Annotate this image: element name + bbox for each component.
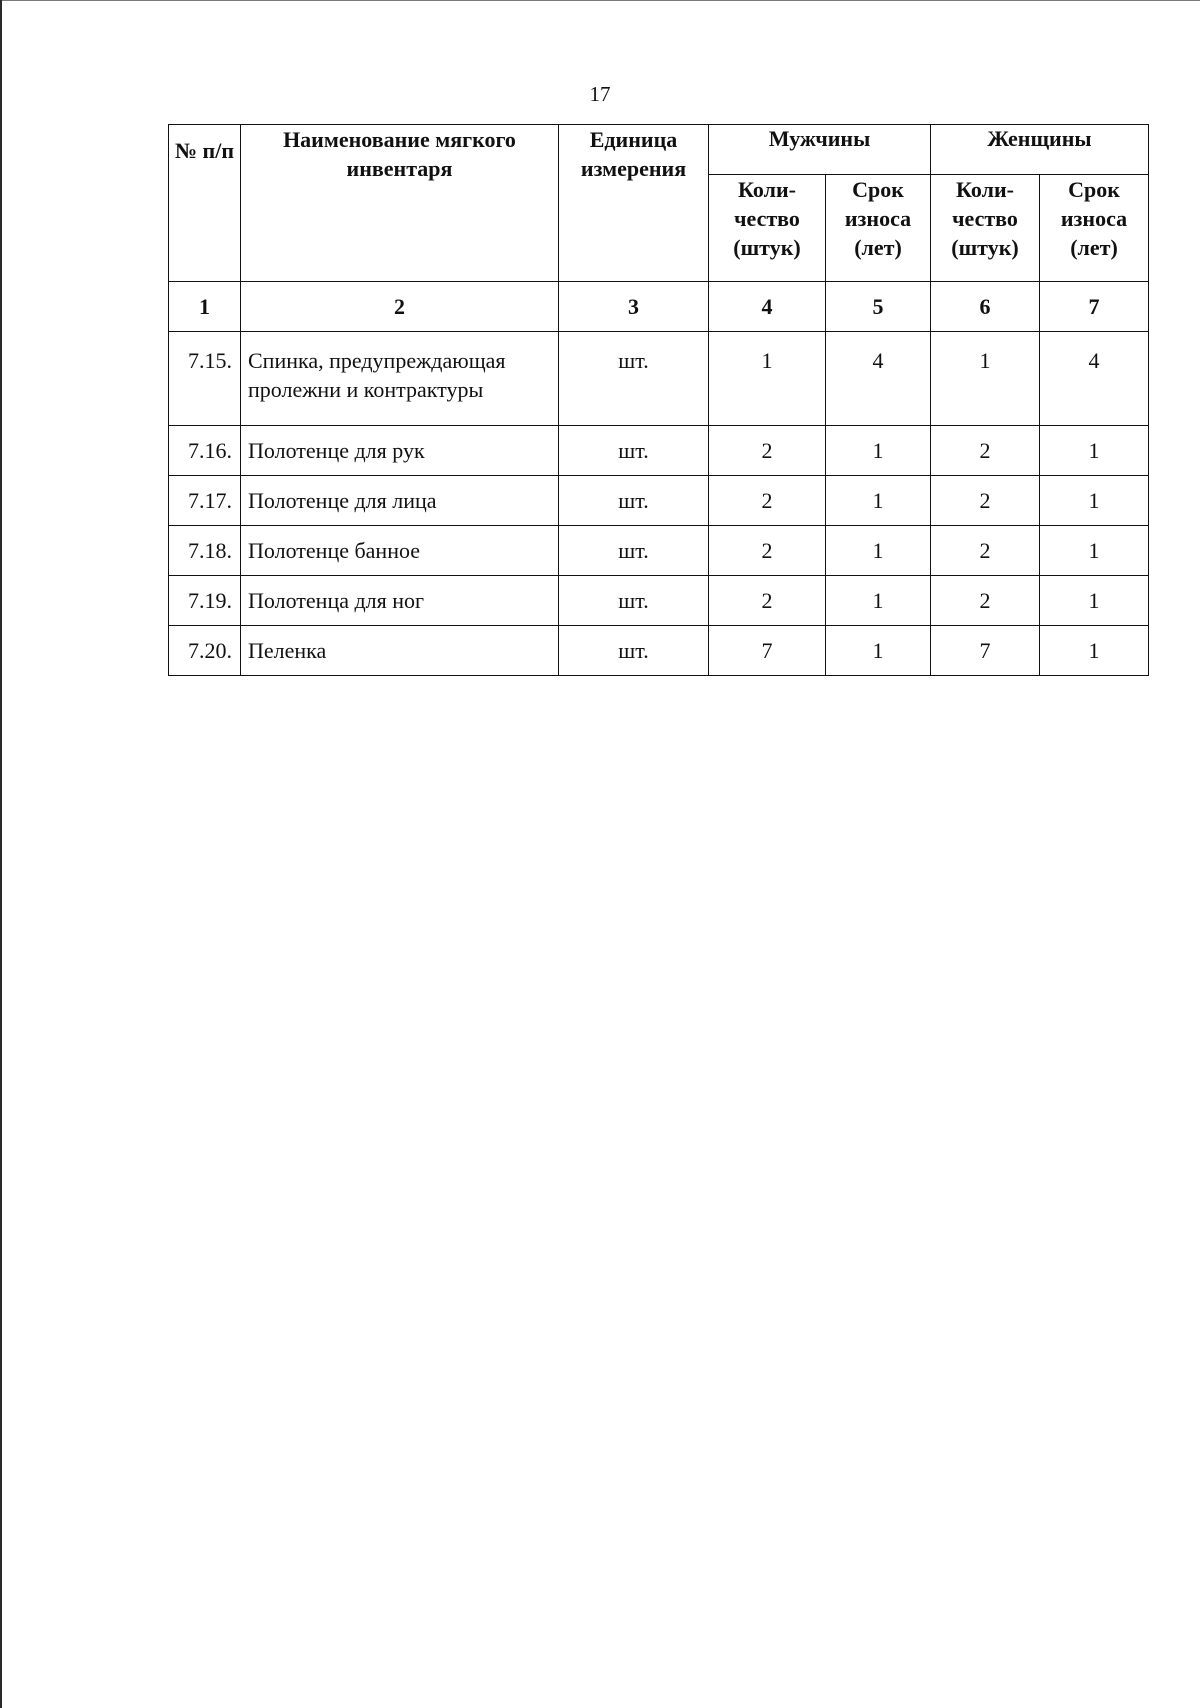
header-unit [559, 125, 709, 282]
row-men-term: 1 [826, 476, 931, 526]
men-qty-line-3: (штук) [733, 235, 801, 260]
row-unit: шт. [559, 476, 709, 526]
row-men-term: 1 [826, 576, 931, 626]
column-number: 2 [241, 282, 559, 332]
column-number: 3 [559, 282, 709, 332]
row-women-qty: 1 [931, 332, 1040, 426]
row-name-line-2: пролежни и контрактуры [248, 377, 484, 402]
header-women: Женщины [931, 125, 1149, 175]
row-name-line-1: Пеленка [248, 638, 327, 663]
row-men-term: 1 [826, 426, 931, 476]
men-term-line-1: Срок [852, 177, 904, 202]
row-name [241, 476, 559, 526]
header-men-qty [709, 175, 826, 282]
row-men-qty: 2 [709, 576, 826, 626]
row-men-qty: 2 [709, 476, 826, 526]
women-term-line-3: (лет) [1070, 235, 1118, 260]
row-unit: шт. [559, 426, 709, 476]
header-row-top [169, 125, 1149, 175]
row-women-qty: 7 [931, 626, 1040, 676]
row-name [241, 332, 559, 426]
row-name-line-1: Спинка, предупреждающая [248, 348, 506, 373]
row-women-qty: 2 [931, 426, 1040, 476]
row-women-term: 1 [1040, 576, 1149, 626]
header-women-term [1040, 175, 1149, 282]
header-name [241, 125, 559, 282]
column-number: 6 [931, 282, 1040, 332]
table-row [169, 476, 1149, 526]
men-qty-line-1: Коли- [738, 177, 796, 202]
women-qty-line-3: (штук) [951, 235, 1019, 260]
header-unit-line-1: Единица [589, 127, 678, 152]
header-name-line-2: инвентаря [346, 156, 453, 181]
header-women-qty [931, 175, 1040, 282]
row-women-qty: 2 [931, 526, 1040, 576]
column-number: 5 [826, 282, 931, 332]
row-women-term: 4 [1040, 332, 1149, 426]
row-women-qty: 2 [931, 576, 1040, 626]
inventory-table [168, 124, 1149, 676]
table-row [169, 526, 1149, 576]
header-name-line-1: Наименование мягкого [283, 127, 516, 152]
row-women-term: 1 [1040, 476, 1149, 526]
women-term-line-2: износа [1060, 206, 1128, 231]
row-women-qty: 2 [931, 476, 1040, 526]
table-row [169, 576, 1149, 626]
women-qty-line-2: чество [952, 206, 1018, 231]
row-men-term: 4 [826, 332, 931, 426]
column-number: 7 [1040, 282, 1149, 332]
row-name-line-1: Полотенце для рук [248, 438, 425, 463]
row-men-qty: 2 [709, 526, 826, 576]
row-name-line-1: Полотенца для ног [248, 588, 425, 613]
row-name [241, 626, 559, 676]
row-number: 7.20. [169, 626, 241, 676]
table-row [169, 426, 1149, 476]
row-men-qty: 2 [709, 426, 826, 476]
row-women-term: 1 [1040, 426, 1149, 476]
table-row [169, 626, 1149, 676]
men-term-line-2: износа [844, 206, 912, 231]
row-unit: шт. [559, 526, 709, 576]
row-unit: шт. [559, 332, 709, 426]
table-row [169, 332, 1149, 426]
column-number: 4 [709, 282, 826, 332]
header-no: № п/п [169, 125, 241, 282]
column-number-row [169, 282, 1149, 332]
row-name [241, 576, 559, 626]
row-women-term: 1 [1040, 526, 1149, 576]
women-qty-line-1: Коли- [956, 177, 1014, 202]
row-number: 7.16. [169, 426, 241, 476]
scan-top-edge [0, 0, 1200, 1]
row-name-line-1: Полотенце банное [248, 538, 421, 563]
header-men: Мужчины [709, 125, 931, 175]
women-term-line-1: Срок [1068, 177, 1120, 202]
row-men-qty: 1 [709, 332, 826, 426]
row-women-term: 1 [1040, 626, 1149, 676]
row-number: 7.18. [169, 526, 241, 576]
row-name [241, 526, 559, 576]
row-name [241, 426, 559, 476]
column-number: 1 [169, 282, 241, 332]
row-men-term: 1 [826, 526, 931, 576]
row-unit: шт. [559, 626, 709, 676]
row-number: 7.17. [169, 476, 241, 526]
row-men-qty: 7 [709, 626, 826, 676]
row-unit: шт. [559, 576, 709, 626]
row-number: 7.19. [169, 576, 241, 626]
row-number: 7.15. [169, 332, 241, 426]
header-men-term [826, 175, 931, 282]
row-name-line-1: Полотенце для лица [248, 488, 437, 513]
page-number: 17 [589, 82, 611, 106]
men-term-line-3: (лет) [854, 235, 902, 260]
men-qty-line-2: чество [734, 206, 800, 231]
row-men-term: 1 [826, 626, 931, 676]
scan-left-edge [0, 0, 2, 1708]
header-unit-line-2: измерения [580, 156, 687, 181]
